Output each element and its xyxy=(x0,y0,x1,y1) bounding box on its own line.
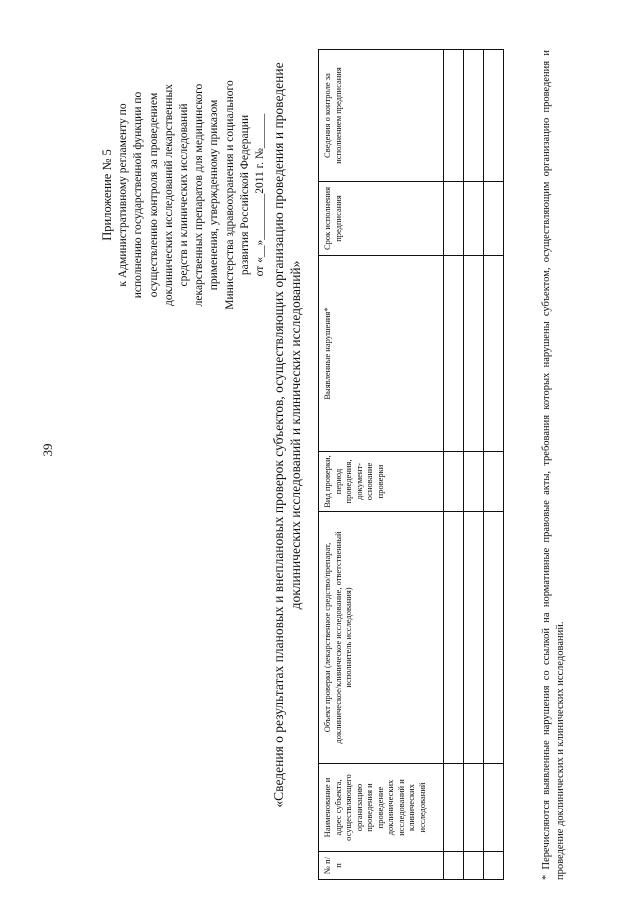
table-cell xyxy=(484,182,504,256)
table-cell xyxy=(444,512,464,764)
header-deadline: Срок исполнения предписания xyxy=(319,182,444,256)
appendix-header xyxy=(100,70,268,320)
header-control-info: Сведения о контроле за исполнением предписания xyxy=(319,50,444,182)
appendix-line: исполнению государственной функции по xyxy=(132,91,145,299)
table-cell xyxy=(444,50,464,182)
table-cell xyxy=(464,256,484,452)
table-cell xyxy=(444,256,464,452)
table-row xyxy=(484,50,504,880)
table-row xyxy=(464,50,484,880)
header-violations: Выявленные нарушения* xyxy=(319,256,444,452)
appendix-line: Министерства здравоохранения и социального xyxy=(223,80,236,310)
table-cell xyxy=(464,182,484,256)
header-inspection-type: Вид проверки, период проведения, документ-основание проверки xyxy=(319,452,444,512)
table-cell xyxy=(464,764,484,852)
table-cell xyxy=(484,852,504,880)
table-cell xyxy=(444,452,464,512)
table-cell xyxy=(464,852,484,880)
table-cell xyxy=(484,256,504,452)
appendix-line: осуществлению контроля за проведением xyxy=(147,92,160,298)
table-cell xyxy=(444,852,464,880)
table-cell xyxy=(484,764,504,852)
table-cell xyxy=(484,512,504,764)
table-row xyxy=(444,50,464,880)
appendix-line: от «__»________2011 г. №______ xyxy=(254,113,267,277)
table-cell xyxy=(484,50,504,182)
appendix-line: лекарственных препаратов для медицинского xyxy=(193,83,206,307)
page-number: 39 xyxy=(40,443,55,457)
table-cell xyxy=(484,452,504,512)
table-cell xyxy=(464,512,484,764)
header-subject: Наименование и адрес субъекта, осуществляющего организацию проведения и проведение доклинических исследований и клинических исследований xyxy=(319,764,444,852)
appendix-line: применения, утвержденному приказом xyxy=(208,99,221,291)
appendix-line: развития Российской Федерации xyxy=(238,114,251,276)
table-cell xyxy=(444,764,464,852)
table-cell xyxy=(464,452,484,512)
footnote: * Перечисляются выявленные нарушения со ссылкой на нормативные правовые акты, требования которых нарушены субъектом, осуществляющим организацию проведения и проведение доклинических и клинических исследований. xyxy=(541,50,566,880)
table-cell xyxy=(444,182,464,256)
appendix-line: доклинических исследований лекарственных xyxy=(162,84,175,306)
appendix-title: Приложение № 5 xyxy=(100,149,114,241)
document-title: «Сведения о результатах плановых и внеплановых проверок субъектов, осуществляющих организацию проведения и проведение доклинических исследований и клинических исследований» xyxy=(271,62,303,808)
appendix-line: к Административному регламенту по xyxy=(117,103,130,287)
header-number: № п/п xyxy=(319,852,444,880)
table-cell xyxy=(464,50,484,182)
header-inspection-object: Объект проверки (лекарственное средство/препарат, доклиническое/клиническое исследование, ответственный исполнитель исследования) xyxy=(319,512,444,764)
table-header-row xyxy=(319,50,444,880)
report-table xyxy=(318,49,504,880)
appendix-line: средств и клинических исследований xyxy=(178,103,191,287)
